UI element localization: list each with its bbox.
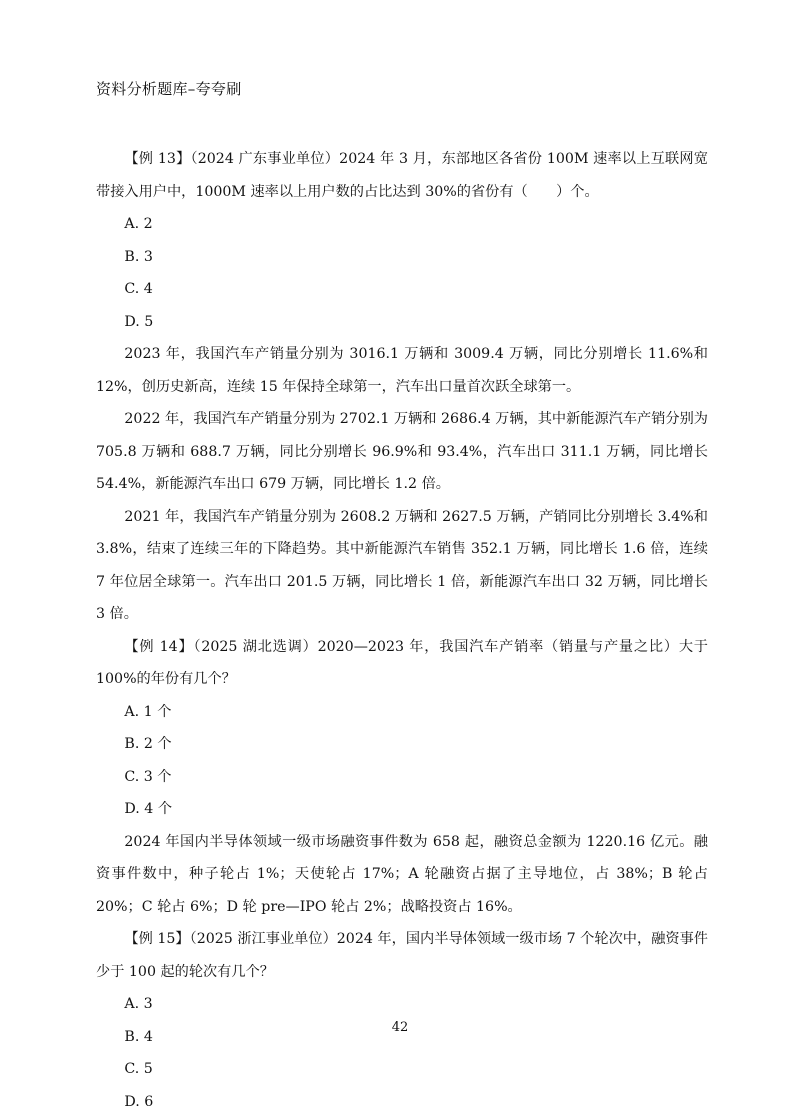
example-13-option-d: D. 5 xyxy=(96,306,708,339)
example-14-option-c: C. 3 个 xyxy=(96,761,708,794)
example-14-option-a: A. 1 个 xyxy=(96,696,708,729)
material-semiconductor-paragraph: 2024 年国内半导体领域一级市场融资事件数为 658 起，融资总金额为 1220.16 亿元。融资事件数中，种子轮占 1%；天使轮占 17%；A 轮融资占据了主导地位，占 38%；B 轮占 20%；C 轮占 6%；D 轮 pre—IPO 轮占 2%；战略投资占 16%。 xyxy=(96,826,708,924)
example-15-option-c: C. 5 xyxy=(96,1053,708,1086)
page-number: 42 xyxy=(0,1020,800,1035)
example-13-option-b: B. 3 xyxy=(96,241,708,274)
example-13-question: 【例 13】（2024 广东事业单位）2024 年 3 月，东部地区各省份 100M 速率以上互联网宽带接入用户中，1000M 速率以上用户数的占比达到 30%的省份有（ ）个。 xyxy=(96,143,708,208)
material-2021-paragraph: 2021 年，我国汽车产销量分别为 2608.2 万辆和 2627.5 万辆，产销同比分别增长 3.4%和 3.8%，结束了连续三年的下降趋势。其中新能源汽车销售 352.1 万辆，同比增长 1.6 倍，连续 7 年位居全球第一。汽车出口 201.5 万辆，同比增长 1 倍，新能源汽车出口 32 万辆，同比增长 3 倍。 xyxy=(96,501,708,631)
example-15-question: 【例 15】（2025 浙江事业单位）2024 年，国内半导体领域一级市场 7 个轮次中，融资事件少于 100 起的轮次有几个？ xyxy=(96,923,708,988)
example-14-option-d: D. 4 个 xyxy=(96,793,708,826)
example-13-option-a: A. 2 xyxy=(96,208,708,241)
example-14-question: 【例 14】（2025 湖北选调）2020—2023 年，我国汽车产销率（销量与产量之比）大于 100%的年份有几个？ xyxy=(96,631,708,696)
page-content xyxy=(96,143,708,1118)
page-header-title: 资料分析题库–夸夸刷 xyxy=(96,78,242,99)
example-13-option-c: C. 4 xyxy=(96,273,708,306)
material-2023-paragraph: 2023 年，我国汽车产销量分别为 3016.1 万辆和 3009.4 万辆，同比分别增长 11.6%和 12%，创历史新高，连续 15 年保持全球第一，汽车出口量首次跃全球第一。 xyxy=(96,338,708,403)
example-15-option-a: A. 3 xyxy=(96,988,708,1021)
example-15-option-d: D. 6 xyxy=(96,1086,708,1118)
example-15-option-b: B. 4 xyxy=(96,1021,708,1054)
material-2022-paragraph: 2022 年，我国汽车产销量分别为 2702.1 万辆和 2686.4 万辆，其中新能源汽车产销分别为 705.8 万辆和 688.7 万辆，同比分别增长 96.9%和 93.4%，汽车出口 311.1 万辆，同比增长 54.4%，新能源汽车出口 679 万辆，同比增长 1.2 倍。 xyxy=(96,403,708,501)
example-14-option-b: B. 2 个 xyxy=(96,728,708,761)
